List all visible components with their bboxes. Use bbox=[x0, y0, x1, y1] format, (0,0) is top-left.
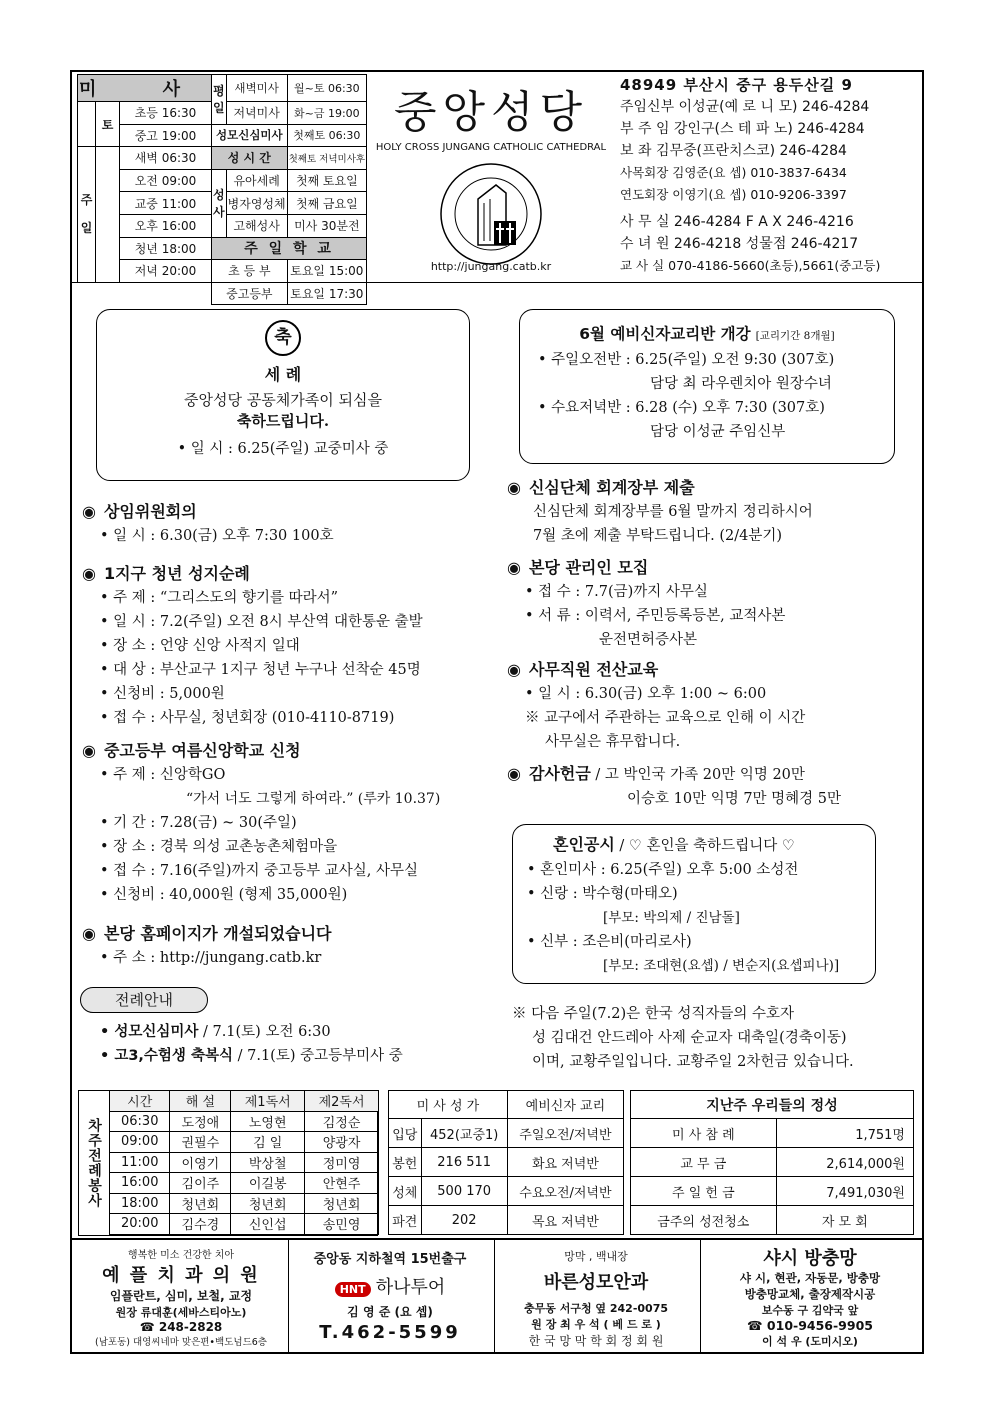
sun-0-time: 06:30 bbox=[161, 151, 197, 166]
sun-2-name: 교중 bbox=[134, 196, 158, 211]
ad-eye-line-0: 망막 , 백내장 bbox=[564, 1250, 628, 1263]
catechumen-item-1: 담당 최 라우렌치아 원장수녀 bbox=[650, 376, 832, 392]
wedding-subtitle: / ♡ 혼인을 축하드립니다 ♡ bbox=[614, 838, 795, 854]
ad-window-line-2: 방충망교체, 출장제작시공 bbox=[744, 1287, 876, 1301]
table-row bbox=[631, 1177, 914, 1206]
sun-2-time: 11:00 bbox=[161, 196, 197, 211]
summer-school-item-0: • 주 제 : 신앙학GO bbox=[100, 767, 226, 783]
ad-eye-line-1: 바른성모안과 bbox=[543, 1272, 649, 1293]
catechumen-box bbox=[519, 309, 895, 464]
header-divider bbox=[72, 282, 922, 283]
hymn-cell: 202 bbox=[421, 1206, 507, 1235]
sun-1-time: 09:00 bbox=[161, 174, 197, 189]
church-address: 48949 부산시 중구 용두산길 9 bbox=[620, 76, 853, 94]
sun-row-0 bbox=[120, 147, 212, 170]
mass-title: 미 사 bbox=[78, 75, 212, 102]
hymn-cell: 수요오전/저녁반 bbox=[507, 1177, 623, 1206]
baptism-line1: 중앙성당 공동체가족이 되심을 bbox=[184, 391, 382, 409]
sacrament-1-name: 병자영성체 bbox=[226, 192, 287, 215]
offering-value: 2,614,000원 bbox=[776, 1148, 913, 1177]
service-cell: 이길봉 bbox=[231, 1173, 305, 1194]
table-row bbox=[631, 1206, 914, 1235]
service-cell: 06:30 bbox=[110, 1111, 170, 1132]
service-header-1: 해 설 bbox=[170, 1091, 231, 1112]
service-cell: 김수경 bbox=[170, 1214, 231, 1235]
sun-row-2 bbox=[120, 192, 212, 215]
sacrament-0-name: 유아세례 bbox=[226, 169, 287, 192]
service-cell: 청년회 bbox=[170, 1193, 231, 1214]
sun-4-name: 청년 bbox=[134, 241, 158, 256]
mass-blank bbox=[78, 282, 212, 305]
service-cell: 정미영 bbox=[305, 1152, 379, 1173]
staff-0: 주임신부 이성균(예 로 니 모) 246-4284 bbox=[620, 99, 870, 115]
it-training-item-0: • 일 시 : 6.30(금) 오후 1:00 ~ 6:00 bbox=[525, 686, 767, 702]
bulletin-frame bbox=[70, 70, 924, 1354]
ad-dental-line-1: 예 플 치 과 의 원 bbox=[102, 1265, 260, 1286]
service-cell: 안현주 bbox=[305, 1173, 379, 1194]
ad-travel-line-1: 하나투어 bbox=[375, 1277, 446, 1298]
ad-dental-line-5: (남포동) 대영씨네마 맞은편•백도넘드6층 bbox=[95, 1337, 267, 1348]
offering-label: 금주의 성전청소 bbox=[631, 1206, 777, 1235]
summer-school-item-4: • 접 수 : 7.16(주일)까지 중고등부 교사실, 사무실 bbox=[100, 863, 419, 879]
advertisements bbox=[72, 1238, 922, 1352]
sat-label: 토 bbox=[96, 102, 120, 147]
sun-4-time: 18:00 bbox=[161, 241, 197, 256]
hymn-cell: 봉헌 bbox=[389, 1148, 422, 1177]
mass-schedule-table bbox=[77, 74, 367, 305]
table-row bbox=[110, 1193, 379, 1214]
caretaker-title: ◉ 본당 관리인 모집 bbox=[507, 556, 785, 580]
sat-0-time: 16:30 bbox=[161, 106, 197, 121]
holy-hour-name: 성 시 간 bbox=[212, 147, 288, 170]
service-cell: 20:00 bbox=[110, 1214, 170, 1235]
caretaker-item-1: • 서 류 : 이력서, 주민등록등본, 교적사본 bbox=[525, 608, 786, 624]
service-header-0: 시간 bbox=[110, 1091, 170, 1112]
ad-divider bbox=[700, 1240, 701, 1352]
service-cell: 11:00 bbox=[110, 1152, 170, 1173]
account-book-item-1: 7월 초에 제출 부탁드립니다. (2/4분기) bbox=[533, 528, 783, 544]
youth-pilgrimage-item-0: • 주 제 : “그리스도의 향기를 따라서” bbox=[100, 590, 339, 606]
weekday-label: 평 일 bbox=[212, 75, 227, 125]
offering-table bbox=[630, 1090, 914, 1235]
catechumen-note: [교리기간 8개월] bbox=[755, 330, 835, 342]
catechumen-item-0: • 주일오전반 : 6.25(주일) 오전 9:30 (307호) bbox=[538, 352, 835, 368]
caretaker-item-2: 운전면허증사본 bbox=[599, 632, 698, 648]
staff-2: 보 좌 김무중(프란치스코) 246-4284 bbox=[620, 143, 847, 159]
service-cell: 09:00 bbox=[110, 1132, 170, 1153]
ad-eye-line-3: 원 장 최 우 석 ( 베 드 로 ) bbox=[531, 1318, 661, 1331]
sat-0-name: 초등 bbox=[134, 106, 158, 121]
wedding-item-4: [부모: 조대현(요셉) / 변순지(요셉피나)] bbox=[603, 958, 840, 974]
service-header-3: 제2독서 bbox=[305, 1091, 379, 1112]
office-0: 사 무 실 246-4284 F A X 246-4216 bbox=[620, 214, 854, 230]
liturgy-item-1-title: • 고3,수험생 축복식 bbox=[100, 1048, 234, 1064]
ad-window-line-1: 샤 시, 현관, 자동문, 방충망 bbox=[739, 1271, 881, 1285]
weekday-0-name: 새벽미사 bbox=[226, 75, 287, 102]
youth-pilgrimage-section bbox=[82, 562, 423, 730]
sun-row-3 bbox=[120, 214, 212, 237]
wedding-item-1: • 신랑 : 박수형(마태오) bbox=[527, 886, 678, 902]
account-book-section bbox=[507, 476, 813, 548]
ad-window-line-0: 샤시 방충망 bbox=[763, 1248, 857, 1269]
sat-row-1 bbox=[120, 124, 212, 147]
table-row bbox=[631, 1148, 914, 1177]
table-row bbox=[389, 1177, 624, 1206]
ad-dental-line-2: 임플란트, 심미, 보철, 교정 bbox=[109, 1289, 253, 1303]
caretaker-section bbox=[507, 556, 785, 652]
it-training-section bbox=[507, 658, 805, 754]
hymn-cell: 입당 bbox=[389, 1119, 422, 1148]
school-0-time: 토요일 15:00 bbox=[287, 260, 366, 283]
hymn-cell: 216 511 bbox=[421, 1148, 507, 1177]
service-cell: 이영기 bbox=[170, 1152, 231, 1173]
table-row bbox=[389, 1119, 624, 1148]
sun-row-1 bbox=[120, 169, 212, 192]
sun-3-time: 16:00 bbox=[161, 219, 197, 234]
hymn-cell: 452(교중1) bbox=[421, 1119, 507, 1148]
table-row bbox=[631, 1119, 914, 1148]
youth-pilgrimage-item-2: • 장 소 : 언양 신앙 사적지 일대 bbox=[100, 638, 300, 654]
staff-3: 사목회장 김영준(요 셉) 010-3837-6434 bbox=[620, 165, 847, 180]
service-header-2: 제1독서 bbox=[231, 1091, 305, 1112]
service-cell: 박상철 bbox=[231, 1152, 305, 1173]
notice-line-1: 성 김대건 안드레아 사제 순교자 대축일(경축이동) bbox=[532, 1030, 847, 1046]
marian-name: 성모신심미사 bbox=[212, 124, 288, 147]
liturgy-pill: 전례안내 bbox=[80, 987, 208, 1013]
notice-line-0: ※ 다음 주일(7.2)은 한국 성직자들의 수호자 bbox=[512, 1006, 795, 1022]
sun-0-name: 새벽 bbox=[134, 151, 158, 166]
homepage-section bbox=[82, 922, 332, 970]
offering-title: 지난주 우리들의 정성 bbox=[631, 1091, 914, 1119]
it-training-item-2: 사무실은 휴무합니다. bbox=[545, 734, 681, 750]
liturgy-item-1-rest: / 7.1(토) 중고등부미사 중 bbox=[233, 1048, 403, 1064]
sun-5-name: 저녁 bbox=[134, 264, 158, 279]
sacrament-1-time: 첫째 금요일 bbox=[287, 192, 366, 215]
school-title: 주 일 학 교 bbox=[212, 237, 367, 260]
ad-window-line-4: ☎ 010-9456-9905 bbox=[747, 1318, 873, 1333]
liturgy-item-0-rest: / 7.1(토) 오전 6:30 bbox=[198, 1024, 331, 1040]
sat-1-name: 중고 bbox=[134, 128, 158, 143]
hymn-cell: 목요 저녁반 bbox=[507, 1206, 623, 1235]
offering-label: 주 일 헌 금 bbox=[631, 1177, 777, 1206]
service-label: 차주전례봉사 bbox=[86, 1118, 102, 1208]
school-1-time: 토요일 17:30 bbox=[287, 282, 366, 305]
table-row bbox=[389, 1148, 624, 1177]
hymn-table bbox=[388, 1090, 624, 1235]
service-cell: 노영현 bbox=[231, 1111, 305, 1132]
table-row bbox=[110, 1214, 379, 1235]
weekday-1-name: 저녁미사 bbox=[226, 102, 287, 125]
summer-school-item-3: • 장 소 : 경북 의성 교촌농촌체험마을 bbox=[100, 839, 338, 855]
school-0-name: 초 등 부 bbox=[212, 260, 288, 283]
summer-school-item-5: • 신청비 : 40,000원 (형제 35,000원) bbox=[100, 887, 348, 903]
sun-label: 주 일 bbox=[78, 147, 96, 283]
wedding-title: 혼인공시 bbox=[553, 835, 615, 854]
sat-1-time: 19:00 bbox=[161, 128, 197, 143]
hymn-header-1: 예비신자 교리 bbox=[507, 1091, 623, 1119]
wedding-item-2: [부모: 박의제 / 진남돌] bbox=[603, 910, 740, 926]
standing-committee-section bbox=[82, 500, 334, 548]
ad-dental-line-0: 행복한 미소 건강한 치아 bbox=[127, 1250, 235, 1261]
office-1: 수 녀 원 246-4218 성물점 246-4217 bbox=[620, 236, 859, 252]
baptism-line2: 축하드립니다. bbox=[236, 412, 330, 430]
sacrament-2-name: 고해성사 bbox=[226, 214, 287, 237]
wedding-item-3: • 신부 : 조은비(마리로사) bbox=[527, 934, 692, 950]
homepage-url: • 주 소 : http://jungang.catb.kr bbox=[100, 950, 322, 966]
church-name: 중앙성당 bbox=[393, 87, 588, 138]
wedding-item-0: • 혼인미사 : 6.25(주일) 오후 5:00 소성전 bbox=[527, 862, 799, 878]
youth-pilgrimage-item-3: • 대 상 : 부산교구 1지구 청년 누구나 선착순 45명 bbox=[100, 662, 421, 678]
account-book-title: ◉ 신심단체 회계장부 제출 bbox=[507, 476, 813, 500]
service-cell: 김이주 bbox=[170, 1173, 231, 1194]
notice-line-2: 이며, 교황주일입니다. 교황주일 2차헌금 있습니다. bbox=[532, 1054, 854, 1070]
ad-dental-line-3: 원장 류대훈(세바스티아노) bbox=[115, 1306, 247, 1319]
church-english-name: HOLY CROSS JUNGANG CATHOLIC CATHEDRAL bbox=[375, 142, 607, 153]
sacrament-0-time: 첫째 토요일 bbox=[287, 169, 366, 192]
ad-divider bbox=[288, 1240, 289, 1352]
baptism-box bbox=[96, 309, 470, 481]
hymn-cell: 파견 bbox=[389, 1206, 422, 1235]
thanks-offering-item-0: 이승호 10만 익명 7만 명혜경 5만 bbox=[627, 791, 842, 807]
offering-label: 교 무 금 bbox=[631, 1148, 777, 1177]
ad-eye-line-2: 충무동 서구청 옆 242-0075 bbox=[523, 1302, 668, 1315]
school-1-name: 중고등부 bbox=[212, 282, 288, 305]
service-cell: 18:00 bbox=[110, 1193, 170, 1214]
ad-travel bbox=[290, 1240, 490, 1354]
liturgy-section bbox=[82, 1020, 403, 1068]
account-book-item-0: 신심단체 회계장부를 6월 말까지 정리하시어 bbox=[533, 504, 813, 520]
sun-sub bbox=[96, 147, 120, 283]
marian-time: 첫째토 06:30 bbox=[287, 124, 366, 147]
hymn-header-0: 미 사 성 가 bbox=[389, 1091, 508, 1119]
sun-5-time: 20:00 bbox=[161, 264, 197, 279]
catechumen-title: 6월 예비신자교리반 개강 bbox=[579, 325, 751, 343]
church-seal-logo bbox=[426, 159, 556, 269]
service-roster bbox=[78, 1090, 378, 1236]
sun-3-name: 오후 bbox=[134, 219, 158, 234]
hymn-cell: 주일오전/저녁반 bbox=[507, 1119, 623, 1148]
ad-window bbox=[702, 1240, 918, 1354]
youth-pilgrimage-item-5: • 접 수 : 사무실, 청년회장 (010-4110-8719) bbox=[100, 710, 395, 726]
offering-value: 자 모 회 bbox=[776, 1206, 913, 1235]
service-cell: 김 일 bbox=[231, 1132, 305, 1153]
liturgy-item-0-title: • 성모신심미사 bbox=[100, 1024, 199, 1040]
table-row bbox=[389, 1206, 624, 1235]
ad-divider bbox=[494, 1240, 495, 1352]
service-cell: 16:00 bbox=[110, 1173, 170, 1194]
table-row bbox=[110, 1132, 379, 1153]
standing-committee-item: • 일 시 : 6.30(금) 오후 7:30 100호 bbox=[100, 528, 334, 544]
youth-pilgrimage-item-4: • 신청비 : 5,000원 bbox=[100, 686, 225, 702]
summer-school-title: ◉ 중고등부 여름신앙학교 신청 bbox=[82, 739, 440, 763]
ad-dental-line-4: ☎ 248-2828 bbox=[139, 1320, 223, 1334]
church-title-block bbox=[372, 72, 610, 280]
ad-travel-line-0: 중앙동 지하철역 15번출구 bbox=[313, 1252, 467, 1267]
holy-hour-time: 첫째토 저녁미사후 bbox=[287, 147, 366, 170]
service-cell: 송민영 bbox=[305, 1214, 379, 1235]
offering-value: 7,491,030원 bbox=[776, 1177, 913, 1206]
homepage-title: ◉ 본당 홈페이지가 개설되었습니다 bbox=[82, 922, 332, 946]
service-cell: 김정순 bbox=[305, 1111, 379, 1132]
baptism-title: 세 례 bbox=[264, 365, 302, 384]
summer-school-section bbox=[82, 739, 440, 907]
hymn-cell: 성체 bbox=[389, 1177, 422, 1206]
sat-spacer bbox=[78, 102, 96, 147]
ad-travel-line-3: T.462-5599 bbox=[319, 1322, 461, 1343]
catechumen-item-3: 담당 이성균 주임신부 bbox=[650, 424, 786, 440]
sun-row-5 bbox=[120, 260, 212, 283]
summer-school-item-1: “가서 너도 그렇게 하여라.” (루카 10.37) bbox=[186, 791, 441, 807]
service-cell: 권필수 bbox=[170, 1132, 231, 1153]
catechumen-item-2: • 수요저녁반 : 6.28 (수) 오후 7:30 (307호) bbox=[538, 400, 825, 416]
caretaker-item-0: • 접 수 : 7.7(금)까지 사무실 bbox=[525, 584, 708, 600]
table-row bbox=[110, 1111, 379, 1132]
service-cell: 청년회 bbox=[231, 1193, 305, 1214]
next-sunday-notice bbox=[512, 1002, 854, 1074]
it-training-title: ◉ 사무직원 전산교육 bbox=[507, 658, 805, 682]
table-row bbox=[110, 1152, 379, 1173]
congrats-badge: 축 bbox=[265, 320, 301, 356]
church-url: http://jungang.catb.kr bbox=[430, 260, 552, 273]
ad-window-line-5: 이 석 우 (도미시오) bbox=[762, 1335, 858, 1348]
service-table bbox=[109, 1090, 379, 1235]
summer-school-item-2: • 기 간 : 7.28(금) ~ 30(주일) bbox=[100, 815, 297, 831]
sun-1-name: 오전 bbox=[134, 174, 158, 189]
it-training-item-1: ※ 교구에서 주관하는 교육으로 인해 이 시간 bbox=[525, 710, 806, 726]
sat-row-0 bbox=[120, 102, 212, 125]
service-cell: 신인섭 bbox=[231, 1214, 305, 1235]
weekday-0-time: 월~토 06:30 bbox=[287, 75, 366, 102]
office-2: 교 사 실 070-4186-5660(초등),5661(중고등) bbox=[620, 258, 881, 273]
baptism-date: • 일 시 : 6.25(주일) 교중미사 중 bbox=[177, 441, 389, 457]
hymn-cell: 500 170 bbox=[421, 1177, 507, 1206]
ad-travel-line-2: 김 영 준 (요 셉) bbox=[347, 1305, 433, 1319]
offering-label: 미 사 참 례 bbox=[631, 1119, 777, 1148]
service-cell: 청년회 bbox=[305, 1193, 379, 1214]
hymn-cell: 화요 저녁반 bbox=[507, 1148, 623, 1177]
sacrament-2-time: 미사 30분전 bbox=[287, 214, 366, 237]
weekday-1-time: 화~금 19:00 bbox=[287, 102, 366, 125]
ad-dental bbox=[78, 1240, 284, 1354]
sacrament-label: 성 사 bbox=[212, 169, 227, 237]
church-contact-info bbox=[620, 74, 920, 277]
staff-1: 부 주 임 강인구(스 테 파 노) 246-4284 bbox=[620, 121, 865, 137]
wedding-box bbox=[512, 824, 876, 984]
hnt-logo: HNT bbox=[335, 1282, 371, 1297]
standing-committee-title: ◉ 상임위원회의 bbox=[82, 500, 334, 524]
thanks-offering-inline: / 고 박인국 가족 20만 익명 20만 bbox=[590, 767, 805, 783]
ad-window-line-3: 보수동 구 김약국 앞 bbox=[761, 1304, 859, 1317]
youth-pilgrimage-title: ◉ 1지구 청년 성지순례 bbox=[82, 562, 423, 586]
table-row bbox=[110, 1173, 379, 1194]
ad-eye-line-4: 한 국 망 막 학 회 정 회 원 bbox=[528, 1334, 664, 1348]
youth-pilgrimage-item-1: • 일 시 : 7.2(주일) 오전 8시 부산역 대한통운 출발 bbox=[100, 614, 423, 630]
offering-value: 1,751명 bbox=[776, 1119, 913, 1148]
thanks-offering-title: ◉ 감사헌금 bbox=[507, 764, 591, 783]
service-cell: 도정애 bbox=[170, 1111, 231, 1132]
thanks-offering-section bbox=[507, 762, 841, 811]
service-cell: 양광자 bbox=[305, 1132, 379, 1153]
sun-row-4 bbox=[120, 237, 212, 260]
staff-4: 연도회장 이영기(요 셉) 010-9206-3397 bbox=[620, 187, 847, 202]
ad-eye-clinic bbox=[496, 1240, 696, 1354]
